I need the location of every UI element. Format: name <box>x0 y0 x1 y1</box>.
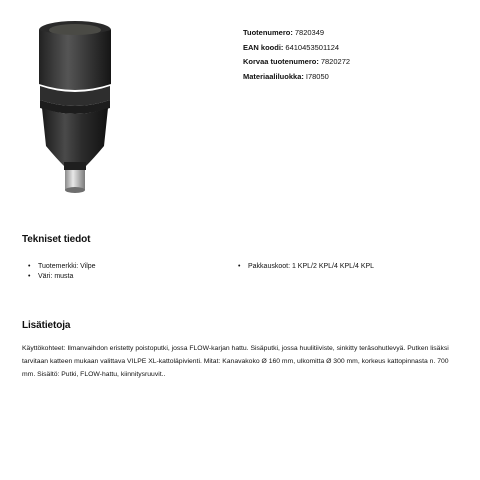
product-number-value: 7820349 <box>294 28 325 37</box>
product-number-row <box>243 26 350 41</box>
additional-info-heading: Lisätietoja <box>22 320 71 331</box>
material-class-value: I78050 <box>305 71 329 81</box>
product-illustration <box>34 16 116 196</box>
material-class-label: Materiaaliluokka: <box>243 71 304 81</box>
tech-specs-heading: Tekniset tiedot <box>22 234 91 245</box>
list-item: • Pakkauskoot: 1 KPL/2 KPL/4 KPL/4 KPL <box>236 262 374 272</box>
product-info <box>243 26 350 84</box>
roof-ventilation-pipe-image <box>34 16 116 196</box>
list-item: • Tuotemerkki: Vilpe <box>26 262 96 272</box>
replaces-number-label: Korvaa tuotenumero: <box>243 57 319 67</box>
replaces-number-value: 7820272 <box>320 57 351 67</box>
list-item: • Väri: musta <box>26 272 96 282</box>
tech-specs-left-list <box>26 262 96 281</box>
ean-code-label: EAN koodi: <box>243 42 284 52</box>
tech-specs-right-list <box>236 262 374 272</box>
additional-info-paragraph: Käyttökohteet: Ilmanvaihdon eristetty poistoputki, jossa FLOW-karjan hattu. Sisäputki, jossa huulitiiviste, sinkitty teräsohutlevyä. Putken lisäksi tarvitaan katteen mukaan valittava VILPE XL-kattoläpivienti. Mitat: Kanavakoko Ø 160 mm, ulkomitta Ø 300 mm, korkeus kattopinnasta n. 700 mm. Sisältö: Putki, FLOW-hattu, kiinnitysruuvit.. <box>22 345 449 378</box>
material-class-row <box>243 70 350 85</box>
product-number-label: Tuotenumero: <box>243 28 293 37</box>
ean-code-value: 6410453501124 <box>285 42 340 52</box>
ean-code-row <box>243 41 350 56</box>
replaces-number-row <box>243 55 350 70</box>
